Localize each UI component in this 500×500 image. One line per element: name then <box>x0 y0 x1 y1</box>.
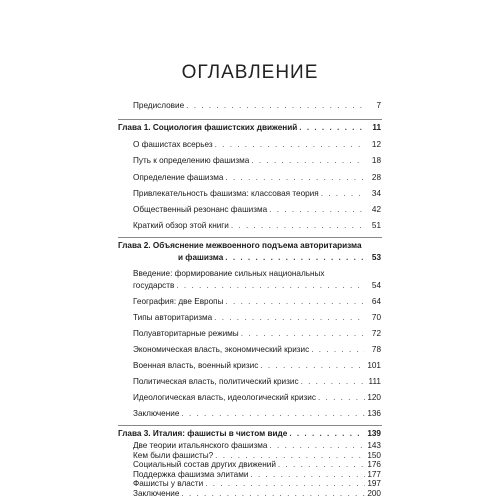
dot-leader <box>318 392 365 404</box>
toc-entry-page: 34 <box>371 189 381 198</box>
toc-entry-title: Типы авторитаризма <box>133 313 213 322</box>
toc-entry-title: Заключение <box>133 489 180 498</box>
chapter-rule <box>118 425 382 426</box>
toc-entry-title: Кем были фашисты? <box>133 450 214 460</box>
toc-entry-title: Идеологическая власть, идеологический кризис <box>133 393 316 402</box>
toc-entry[interactable] <box>133 460 381 470</box>
toc-entry[interactable] <box>133 155 381 167</box>
toc-entry-page: 150 <box>367 450 381 460</box>
toc-entry[interactable] <box>133 328 381 340</box>
toc-chapter[interactable] <box>118 428 381 440</box>
toc-entry-title-cont: и фашизма <box>178 253 224 262</box>
toc-entry-page: 18 <box>371 156 381 165</box>
dot-leader <box>231 220 365 232</box>
dot-leader <box>215 139 365 151</box>
toc-entry-page: 197 <box>367 479 381 489</box>
toc-entry[interactable] <box>133 489 381 499</box>
page-title: ОГЛАВЛЕНИЕ <box>181 62 319 83</box>
toc-entry[interactable] <box>133 408 381 420</box>
toc-entry-page: 136 <box>367 409 381 418</box>
dot-leader <box>278 460 365 470</box>
dot-leader <box>225 172 365 184</box>
toc-entry-page: 143 <box>367 441 381 450</box>
toc-entry[interactable] <box>133 441 381 451</box>
toc-entry-title: Политическая власть, политический кризис <box>133 377 299 386</box>
toc-chapter-title: Глава 2. Объяснение межвоенного подъема авторитаризма <box>118 241 362 250</box>
toc-entry-page: 200 <box>367 489 381 498</box>
toc-entry-page: 120 <box>367 393 381 402</box>
toc-entry-page: 12 <box>371 140 381 149</box>
toc-entry-page: 78 <box>371 345 381 354</box>
toc-entry-title: Привлекательность фашизма: классовая теория <box>133 189 319 198</box>
dot-leader <box>269 441 365 451</box>
toc-chapter[interactable] <box>118 122 381 134</box>
toc-entry-page: 11 <box>372 123 381 132</box>
toc-entry-title: Путь к определению фашизма <box>133 156 250 165</box>
toc-entry-page: 101 <box>367 361 381 370</box>
toc-entry[interactable] <box>133 172 381 184</box>
toc-entry-page: 64 <box>371 297 381 306</box>
toc-entry-title: Предисловие <box>133 101 185 110</box>
toc-chapter[interactable] <box>178 252 381 264</box>
toc-entry-title: География: две Европы <box>133 297 224 306</box>
dot-leader <box>225 296 365 308</box>
toc-entry[interactable] <box>133 344 381 356</box>
dot-leader <box>260 360 365 372</box>
toc-entry[interactable] <box>133 392 381 404</box>
toc-entry-title: Заключение <box>133 409 180 418</box>
toc-entry-page: 53 <box>371 253 381 262</box>
dot-leader <box>176 280 365 292</box>
toc-entry[interactable] <box>133 312 381 324</box>
dot-leader <box>181 408 365 420</box>
dot-leader <box>181 489 365 499</box>
toc-entry[interactable] <box>133 296 381 308</box>
toc-entry-page: 176 <box>367 460 381 470</box>
toc-entry-page: 51 <box>371 221 381 230</box>
dot-leader <box>251 155 365 167</box>
toc-entry-title: Полуавторитарные режимы <box>133 329 239 338</box>
toc-entry[interactable] <box>133 360 381 372</box>
toc-entry[interactable] <box>133 451 381 461</box>
toc-entry[interactable] <box>133 100 381 112</box>
toc-entry[interactable] <box>133 139 381 151</box>
toc-entry-title: Глава 1. Социология фашистских движений <box>118 123 298 132</box>
toc-entry-page: 177 <box>367 469 381 479</box>
toc-entry-page: 42 <box>371 205 381 214</box>
dot-leader <box>311 344 365 356</box>
toc-entry-page: 139 <box>367 429 381 438</box>
toc-entry-title: Фашисты у власти <box>133 479 204 489</box>
chapter-rule <box>118 237 382 238</box>
toc-entry-page: 28 <box>371 173 381 182</box>
toc-entry[interactable] <box>133 479 381 489</box>
dot-leader <box>241 328 365 340</box>
dot-leader <box>225 252 365 264</box>
toc-entry-title-cont: государств <box>133 281 175 290</box>
dot-leader <box>269 204 365 216</box>
toc-entry[interactable] <box>133 376 381 388</box>
toc-entry-page: 111 <box>368 377 381 386</box>
dot-leader <box>299 122 365 134</box>
dot-leader <box>301 376 365 388</box>
toc-entry[interactable] <box>133 280 381 292</box>
toc-entry-title: Военная власть, военный кризис <box>133 361 259 370</box>
toc-entry-page: 72 <box>371 329 381 338</box>
toc-entry-page: 7 <box>376 101 381 110</box>
dot-leader <box>250 470 365 480</box>
chapter-rule <box>118 119 382 120</box>
dot-leader <box>186 100 365 112</box>
toc-entry[interactable] <box>133 470 381 480</box>
toc-entry-title: О фашистах всерьез <box>133 140 213 149</box>
toc-entry-title: Две теории итальянского фашизма <box>133 441 268 450</box>
toc-entry-page: 70 <box>371 313 381 322</box>
toc-entry-page: 54 <box>371 281 381 290</box>
toc-entry-title: Поддержка фашизма элитами <box>133 469 249 479</box>
toc-entry-title: Социальный состав других движений <box>133 460 276 470</box>
dot-leader <box>289 428 365 440</box>
toc-entry-title: Введение: формирование сильных национальных <box>133 269 325 278</box>
toc-entry[interactable] <box>133 204 381 216</box>
dot-leader <box>214 312 365 324</box>
toc-entry[interactable] <box>133 220 381 232</box>
toc-entry-title: Экономическая власть, экономический кризис <box>133 345 310 354</box>
toc-entry-title: Глава 3. Италия: фашисты в чистом виде <box>118 429 288 438</box>
dot-leader <box>205 479 365 489</box>
toc-entry[interactable] <box>133 188 381 200</box>
toc-entry-title: Определение фашизма <box>133 173 224 182</box>
toc-entry-title: Краткий обзор этой книги <box>133 221 229 230</box>
dot-leader <box>215 451 365 461</box>
toc-entry-title: Общественный резонанс фашизма <box>133 205 268 214</box>
dot-leader <box>321 188 365 200</box>
